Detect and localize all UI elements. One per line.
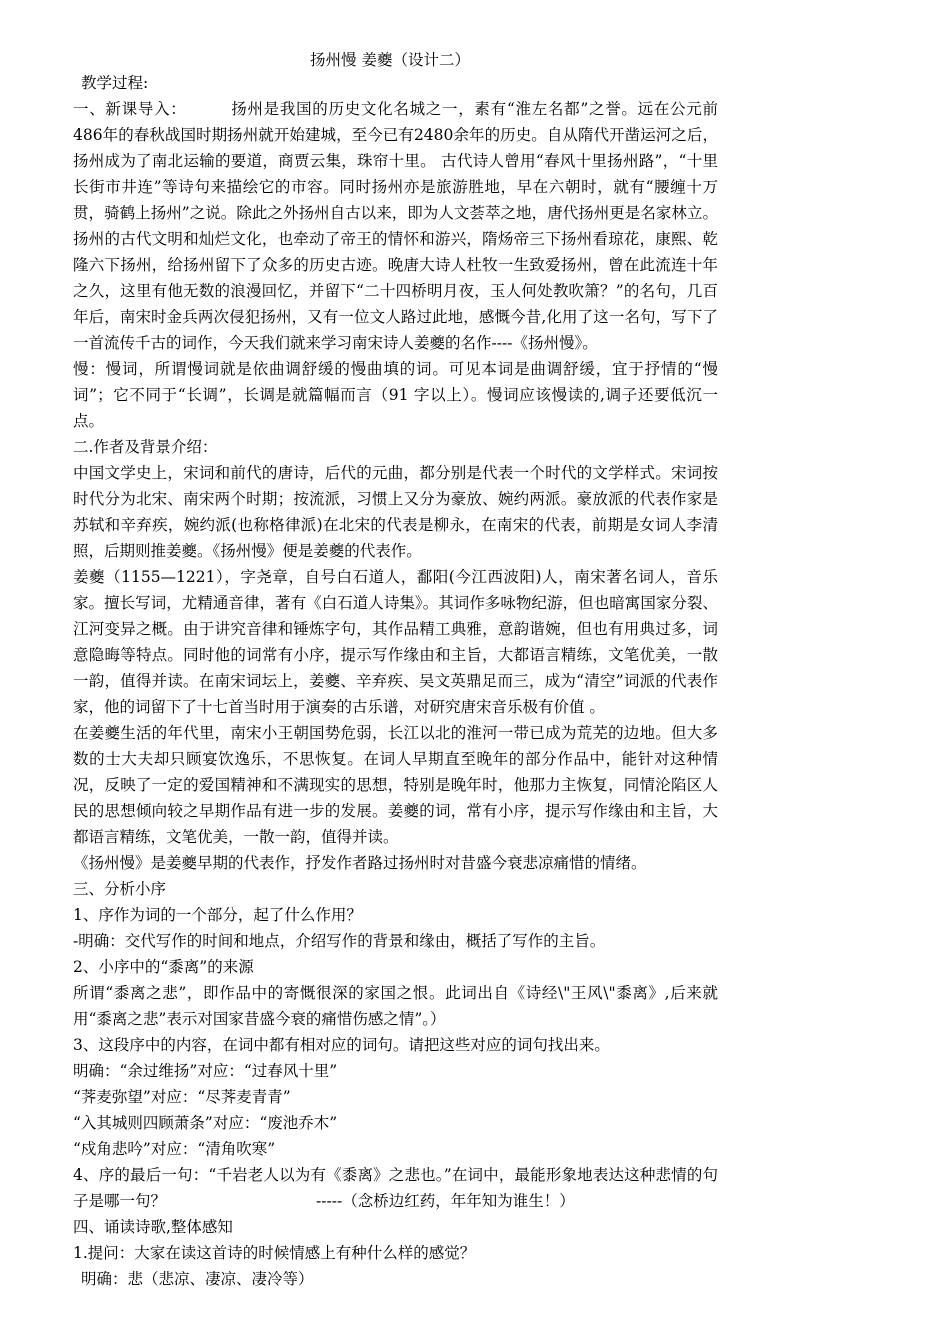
section-4-question-1: 1.提问：大家在读这首诗的时候情感上有种什么样的感觉？ xyxy=(73,1244,476,1262)
document-body xyxy=(73,70,718,1292)
section-2-paragraph-4: 《扬州慢》是姜夔早期的代表作，抒发作者路过扬州时对昔盛今衰悲凉痛惜的情绪。 xyxy=(73,854,647,872)
question-1: 1、序作为词的一个部分，起了什么作用？ xyxy=(73,906,362,924)
section-4-answer-1: 明确：悲（悲凉、凄凉、凄冷等） xyxy=(81,1270,314,1288)
section-2-paragraph-2: 姜夔（1155—1221），字尧章，自号白石道人，鄱阳(今江西波阳)人，南宋著名词人，音乐家。擅长写词，尤精通音律，著有《白石道人诗集》。其词作多咏物纪游，但也暗寓国家分裂、江河变异之概。由于讲究音律和锤炼字句，其作品精工典雅，意韵谐婉，但也有用典过多，词意隐晦等特点。同时他的词常有小序，提示写作缘由和主旨，大都语言精练，文笔优美，一散一韵，值得并读。在南宋词坛上，姜夔、辛弃疾、吴文英鼎足而三，成为“清空”词派的代表作家，他的词留下了十七首当时用于演奏的古乐谱，对研究唐宋音乐极有价值 。 xyxy=(73,568,718,716)
answer-2: 所谓“黍离之悲”，即作品中的寄慨很深的家国之恨。此词出自《诗经\"王风\"黍离》,后来就用“黍离之悲”表示对国家昔盛今衰的痛惜伤感之情”。） xyxy=(73,984,718,1028)
section-2-paragraph-1: 中国文学史上，宋词和前代的唐诗，后代的元曲，都分别是代表一个时代的文学样式。宋词按时代分为北宋、南宋两个时期；按流派，习惯上又分为豪放、婉约两派。豪放派的代表作家是苏轼和辛弃疾，婉约派(也称格律派)在北宋的代表是柳永，在南宋的代表，前期是女词人李清照，后期则推姜夔。《扬州慢》便是姜夔的代表作。 xyxy=(73,464,718,560)
question-3: 3、这段序中的内容，在词中都有相对应的词句。请把这些对应的词句找出来。 xyxy=(73,1036,610,1054)
paragraph-man-ci: 慢：慢词，所谓慢词就是依曲调舒缓的慢曲填的词。可见本词是曲调舒缓，宜于抒情的“慢词”；它不同于“长调”，长调是就篇幅而言（91 字以上）。慢词应该慢读的,调子还要低沉一点。 xyxy=(73,360,718,430)
heading-teaching-process: 教学过程: xyxy=(81,74,149,92)
question-4 xyxy=(73,1162,718,1214)
section-2-heading: 二.作者及背景介绍： xyxy=(73,438,218,456)
section-2-paragraph-3: 在姜夔生活的年代里，南宋小王朝国势危弱，长江以北的淮河一带已成为荒芜的边地。但大多数的士大夫却只顾宴饮逸乐，不思恢复。在词人早期直至晚年的部分作品中，能针对这种情况，反映了一定的爱国精神和不满现实的思想，特别是晚年时，他那力主恢复，同情沦陷区人民的思想倾向较之早期作品有进一步的发展。姜夔的词，常有小序，提示写作缘由和主旨，大都语言精练，文笔优美，一散一韵，值得并读。 xyxy=(73,724,718,846)
question-2: 2、小序中的“黍离”的来源 xyxy=(73,958,254,976)
answer-1: -明确：交代写作的时间和地点，介绍写作的背景和缘由，概括了写作的主旨。 xyxy=(73,932,606,950)
section-3-heading: 三、分析小序 xyxy=(73,880,167,898)
match-line-3: “入其城则四顾萧条”对应：“废池乔木” xyxy=(73,1114,338,1132)
question-4-answer: -----（念桥边红药，年年知为谁生！） xyxy=(316,1192,575,1210)
section-1-text: 扬州是我国的历史文化名城之一，素有“淮左名都”之誉。远在公元前486年的春秋战国时期扬州就开始建城，至今已有2480余年的历史。自从隋代开凿运河之后，扬州成为了南北运输的要道，商贾云集，珠帘十里。 古代诗人曾用“春风十里扬州路”，“十里长街市井连”等诗句来描绘它的市容。同时扬州亦是旅游胜地，早在六朝时，就有“腰缠十万贯，骑鹤上扬州”之说。除此之外扬州自古以来，即为人文荟萃之地，唐代扬州更是名家林立。扬州的古代文明和灿烂文化，也牵动了帝王的情怀和游兴，隋炀帝三下扬州看琼花，康熙、乾隆六下扬州，给扬州留下了众多的历史古迹。晚唐大诗人杜牧一生致爱扬州，曾在此流连十年之久，这里有他无数的浪漫回忆，并留下“二十四桥明月夜，玉人何处教吹箫？”的名句，几百年后，南宋时金兵两次侵犯扬州，又有一位文人路过此地，感慨今昔,化用了这一名句，写下了一首流传千古的词作，今天我们就来学习南宋诗人姜夔的名作----《扬州慢》。 xyxy=(73,100,718,352)
match-line-4: “戍角悲吟”对应：“清角吹寒” xyxy=(73,1140,276,1158)
match-line-1: 明确：“余过维扬”对应：“过春风十里” xyxy=(73,1062,338,1080)
section-1-label: 一、新课导入： xyxy=(73,100,187,118)
section-4-heading: 四、诵读诗歌,整体感知 xyxy=(73,1218,233,1236)
question-4-text: 4、序的最后一句：“千岩老人以为有《黍离》之悲也。”在词中，最能形象地表达这种悲情的句子是哪一句？ xyxy=(73,1166,718,1210)
document-title: 扬州慢 姜夔（设计二） xyxy=(310,51,470,69)
section-1-intro xyxy=(73,96,718,356)
match-line-2: “荠麦弥望”对应：“尽荠麦青青” xyxy=(73,1088,291,1106)
